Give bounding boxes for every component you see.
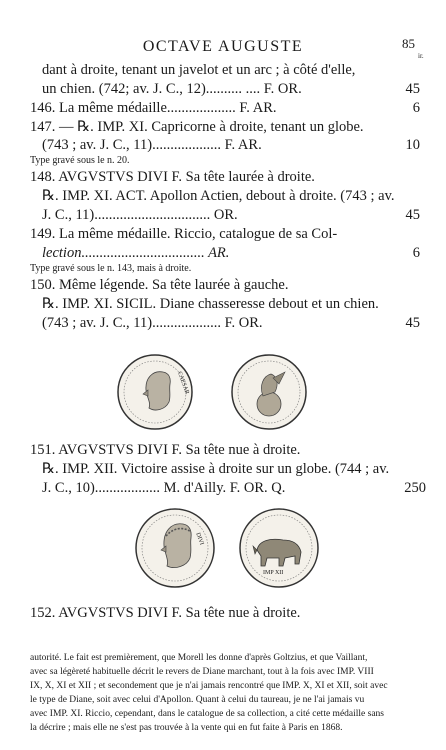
- text-line: ℞. IMP. XI. SICIL. Diane chasseresse debout et un chien.: [42, 296, 379, 312]
- value-label: 6: [412, 100, 420, 116]
- coin-image-obverse-151: [133, 506, 217, 595]
- text-line: 149. La même médaille. Riccio, catalogue de sa Col-: [30, 226, 338, 242]
- page-number: 85: [402, 36, 415, 51]
- coin-legend: IMP XII: [263, 570, 284, 576]
- footnote-line: le type de Diane, soit avec celui d'Apollon. Quant à celui du taureau, je ne l'ai jamais vu: [30, 695, 365, 705]
- text-line: (743 ; av. J. C., 11)................... F. AR.: [42, 137, 262, 153]
- footnote-line: IX, X, XI et XII ; et secondement que je n'ai jamais rencontré que IMP. X, XI et XII, soit avec: [30, 681, 388, 691]
- text-line: 146. La même médaille................... F. AR.: [30, 100, 277, 116]
- value-label: 45: [405, 81, 420, 97]
- text-line: dant à droite, tenant un javelot et un arc ; à côté d'elle,: [42, 62, 356, 78]
- value-label: 6: [412, 245, 420, 261]
- footnote-line: avec IMP. XI. Riccio, cependant, dans le catalogue de sa collection, a cité cette médaille sans: [30, 709, 384, 719]
- text-line: 148. AVGVSTVS DIVI F. Sa tête laurée à droite.: [30, 169, 315, 185]
- text-line: 150. Même légende. Sa tête laurée à gauche.: [30, 277, 289, 293]
- value-label: 45: [405, 315, 420, 331]
- coin-legend: CAESAR: [175, 370, 190, 396]
- text-line: ℞. IMP. XII. Victoire assise à droite sur un globe. (744 ; av.: [42, 461, 390, 477]
- text-line: 151. AVGVSTVS DIVI F. Sa tête nue à droite.: [30, 442, 301, 458]
- footnote-line: autorité. Le fait est premièrement, que Morell les donne d'après Goltzius, et que Vaillant,: [30, 653, 368, 663]
- text-line: un chien. (742; av. J. C., 12).......... .... F. OR.: [42, 81, 302, 97]
- value-label: 10: [405, 137, 420, 153]
- note-line: Type gravé sous le n. 143, mais à droite.: [30, 263, 192, 274]
- text-line: J. C., 11)................................ OR.: [42, 207, 238, 223]
- note-line: Type gravé sous le n. 20.: [30, 155, 130, 166]
- text-line: (743 ; av. J. C., 11)................... F. OR.: [42, 315, 263, 331]
- text-line: lection.................................. AR.: [42, 245, 230, 261]
- page-subnumber: ir.: [418, 52, 424, 60]
- value-label: 250: [404, 480, 426, 496]
- footnote-line: la décrire ; mais elle ne s'est pas trouvée à la vente qui en fut faite à Paris en 1868.: [30, 723, 343, 733]
- coin-image-obverse-150: [115, 352, 195, 437]
- text-line: 152. AVGVSTVS DIVI F. Sa tête nue à droite.: [30, 605, 301, 621]
- coin-legend: DIVI: [194, 532, 205, 546]
- text-line: 147. — ℞. IMP. XI. Capricorne à droite, tenant un globe.: [30, 119, 364, 135]
- text-line: ℞. IMP. XI. ACT. Apollon Actien, debout à droite. (743 ; av.: [42, 188, 395, 204]
- page-title: OCTAVE AUGUSTE: [142, 38, 304, 55]
- value-label: 45: [405, 207, 420, 223]
- footnote-line: avec sa légèreté habituelle décrit le revers de Diane marchant, tout à la fois avec IMP. VIII: [30, 667, 374, 677]
- coin-image-reverse-151: [237, 506, 321, 595]
- coin-image-reverse-150: [229, 352, 309, 437]
- text-line: J. C., 10).................. M. d'Ailly. F. OR. Q.: [42, 480, 286, 496]
